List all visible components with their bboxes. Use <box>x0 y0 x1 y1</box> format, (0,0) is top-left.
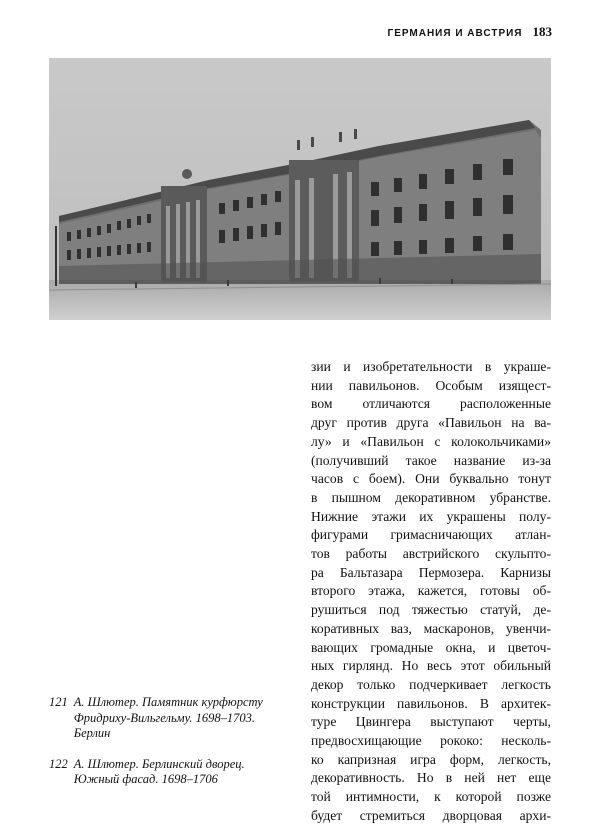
palace-photo-drawing <box>49 58 551 320</box>
caption-line: А. Шлютер. Берлинский дворец. <box>73 756 245 771</box>
caption-122 <box>49 757 297 788</box>
body-text-line: будет стремиться дворцовая архи- <box>311 807 551 823</box>
section-title: ГЕРМАНИЯ И АВСТРИЯ <box>387 28 523 39</box>
body-text-line: коративных ваз, маскаронов, увенчи- <box>311 620 551 636</box>
running-header <box>388 24 552 40</box>
body-text-line: фигурами гримасничающих атлан- <box>311 527 551 543</box>
body-text-line: туре Цвингера выступают черты, <box>311 714 551 730</box>
caption-text <box>74 695 297 742</box>
body-text-line: друг против друга «Павильон на ва- <box>311 415 551 431</box>
body-text-line: нии павильонов. Особым изящест- <box>311 377 551 393</box>
body-text-line: декор только подчеркивает легкость <box>311 676 551 692</box>
body-text-line: рушиться под тяжестью статуй, де- <box>311 602 551 618</box>
body-text-line: в пышном декоративном убранстве. <box>311 489 551 505</box>
body-text-line: часов с боем). Они буквально тонут <box>311 471 551 487</box>
body-text-line: (получивший такое название из-за <box>311 452 551 468</box>
body-text-line: той интимности, к которой позже <box>311 789 551 805</box>
caption-line: Фридриху-Вильгельму. 1698–1703. <box>73 710 256 725</box>
body-text-line: лу» и «Павильон с колокольчиками» <box>311 433 551 449</box>
caption-number: 122 <box>49 756 68 771</box>
caption-number: 121 <box>49 695 68 709</box>
body-text-line: второго этажа, кажется, готовы об- <box>311 583 551 599</box>
caption-line: Южный фасад. 1698–1706 <box>73 772 218 786</box>
body-text-line: вающих громадные окна, и цветоч- <box>311 639 551 655</box>
body-text-line: предвосхищающие рококо: несколь- <box>311 733 551 749</box>
palace-photo <box>49 58 551 320</box>
caption-text <box>74 757 297 788</box>
body-text-line: ко капризная игра форм, легкость, <box>311 751 551 767</box>
caption-line: Берлин <box>73 726 111 740</box>
caption-line: А. Шлютер. Памятник курфюрсту <box>73 695 263 709</box>
body-text-line: тов работы австрийского скульпто- <box>311 546 551 562</box>
caption-121 <box>49 695 297 742</box>
body-text-line: ных гирлянд. Но весь этот обильный <box>311 658 551 674</box>
page-number: 183 <box>532 24 552 39</box>
body-text-line: вом отличаются расположенные <box>311 396 551 412</box>
body-text-line: ра Бальтазара Пермозера. Карнизы <box>311 564 551 580</box>
body-text-line: Нижние этажи их украшены полу- <box>311 508 551 524</box>
body-text-line: зии и изобретательности в украше- <box>311 359 551 374</box>
figure-captions <box>49 695 297 803</box>
body-text-line: конструкции павильонов. В архитек- <box>311 695 551 711</box>
body-text-line: декоративность. Но в ней нет еще <box>311 770 551 786</box>
body-text-column <box>311 358 551 826</box>
